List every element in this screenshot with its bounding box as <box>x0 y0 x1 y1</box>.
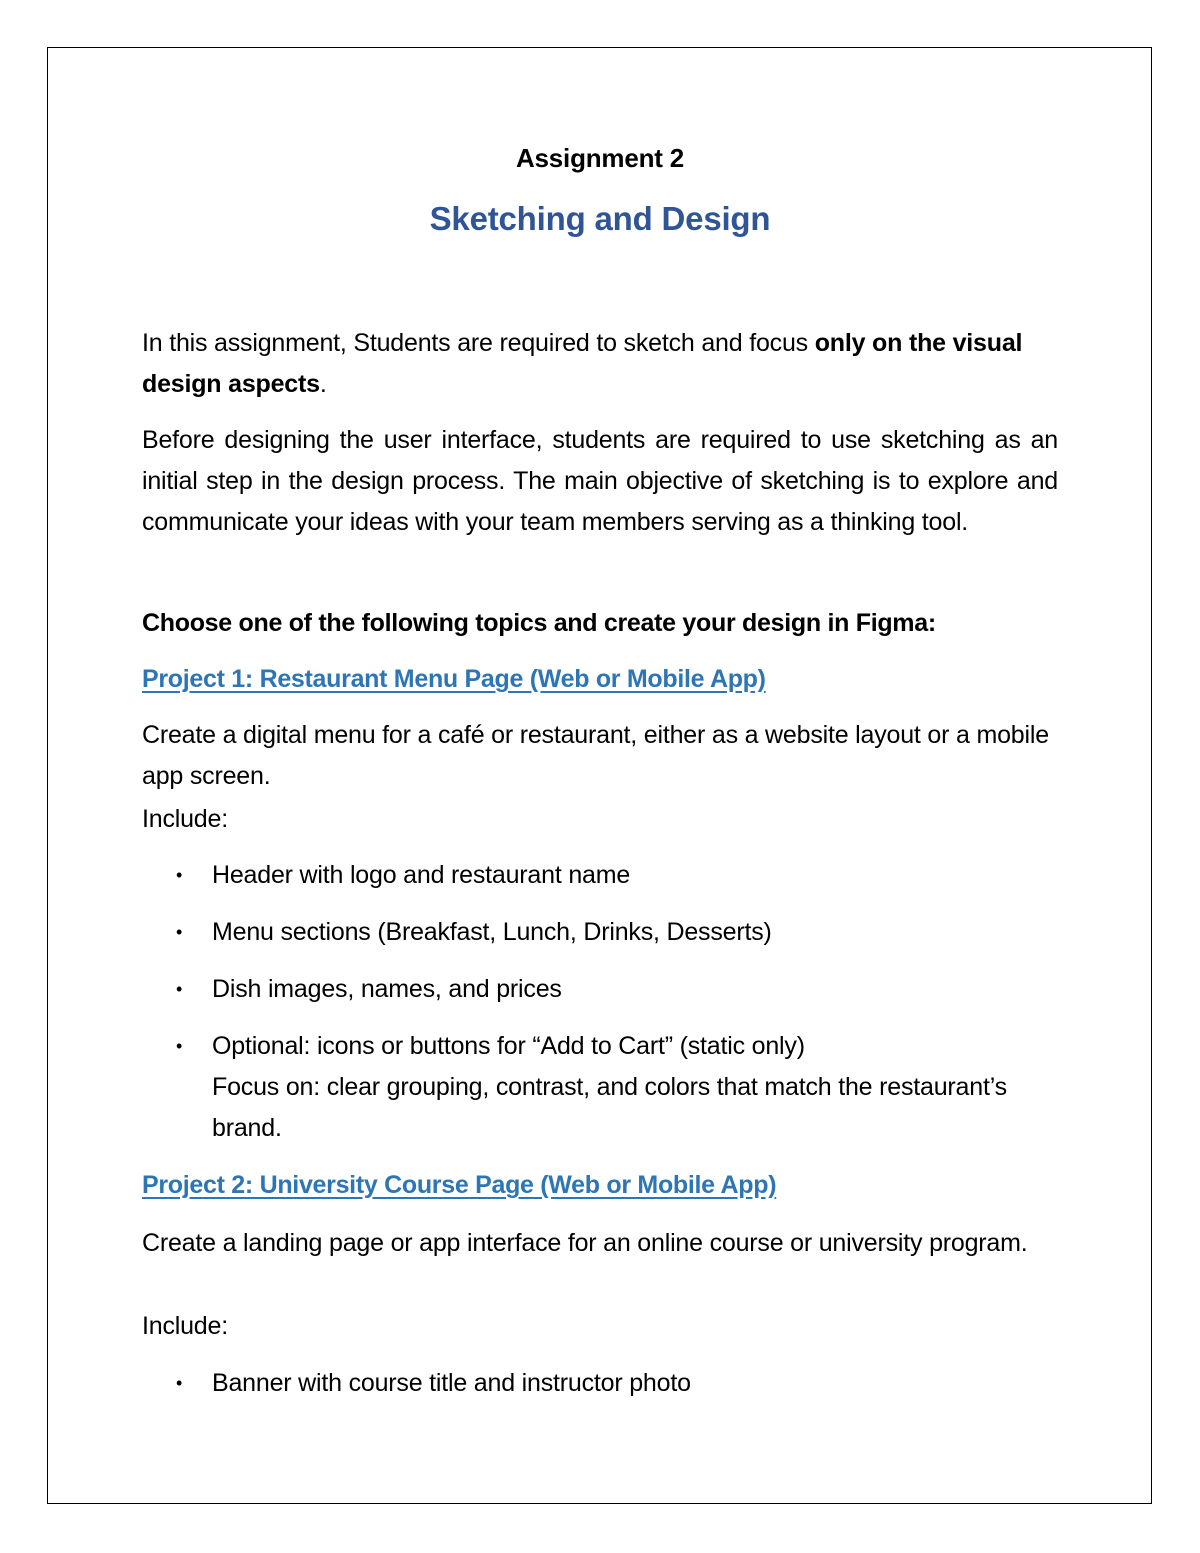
list-item-text: Banner with course title and instructor photo <box>212 1369 691 1397</box>
choose-topic-figma: Figma: <box>855 609 936 637</box>
bullet-icon: • <box>175 1373 183 1393</box>
list-item-text: Optional: icons or buttons for “Add to Cart” (static only) <box>212 1032 805 1060</box>
list-item <box>174 912 1034 953</box>
intro-text: In this assignment, Students are required to sketch and focus <box>142 329 815 357</box>
list-item <box>174 855 1034 896</box>
assignment-label: Assignment 2 <box>515 143 685 173</box>
intro-period: . <box>319 370 327 398</box>
sketching-paragraph: Before designing the user interface, students are required to use sketching as an initial step in the design process. The main objective of sketching is to explore and communicate your ideas with your team members serving as a thinking tool. <box>142 426 1058 536</box>
list-item <box>174 969 1034 1010</box>
intro-paragraph <box>142 323 1058 405</box>
document-title: Sketching and Design <box>429 200 771 237</box>
project1-requirements-list <box>174 855 1034 1165</box>
bullet-icon: • <box>175 1036 183 1056</box>
list-item-text: Menu sections (Breakfast, Lunch, Drinks, Desserts) <box>212 918 772 946</box>
project1-description: Create a digital menu for a café or restaurant, either as a website layout or a mobile app screen. <box>142 721 1049 790</box>
list-item-text: Header with logo and restaurant name <box>212 861 631 889</box>
focus-note: Focus on: clear grouping, contrast, and colors that match the restaurant’s brand. <box>212 1073 1007 1142</box>
bullet-icon: • <box>175 922 183 942</box>
project1-include-label: Include: <box>142 805 228 833</box>
bullet-icon: • <box>175 979 183 999</box>
intro-bold-text: only on the visual design aspects <box>142 329 1023 398</box>
bullet-icon: • <box>175 865 183 885</box>
list-item-text: Dish images, names, and prices <box>212 975 562 1003</box>
list-item <box>174 1026 1034 1149</box>
project2-title-link[interactable]: Project 2: University Course Page (Web or Mobile App) <box>142 1171 777 1199</box>
project2-requirements-list <box>174 1363 1034 1404</box>
choose-topic-bold: Choose one of the following topics and create your design in <box>142 609 856 637</box>
project2-include-label: Include: <box>142 1312 228 1340</box>
project1-title-link[interactable]: Project 1: Restaurant Menu Page (Web or Mobile App) <box>142 665 766 693</box>
project2-description: Create a landing page or app interface for an online course or university program. <box>142 1229 1028 1257</box>
choose-topic-heading <box>142 603 1058 644</box>
list-item <box>174 1363 1034 1404</box>
